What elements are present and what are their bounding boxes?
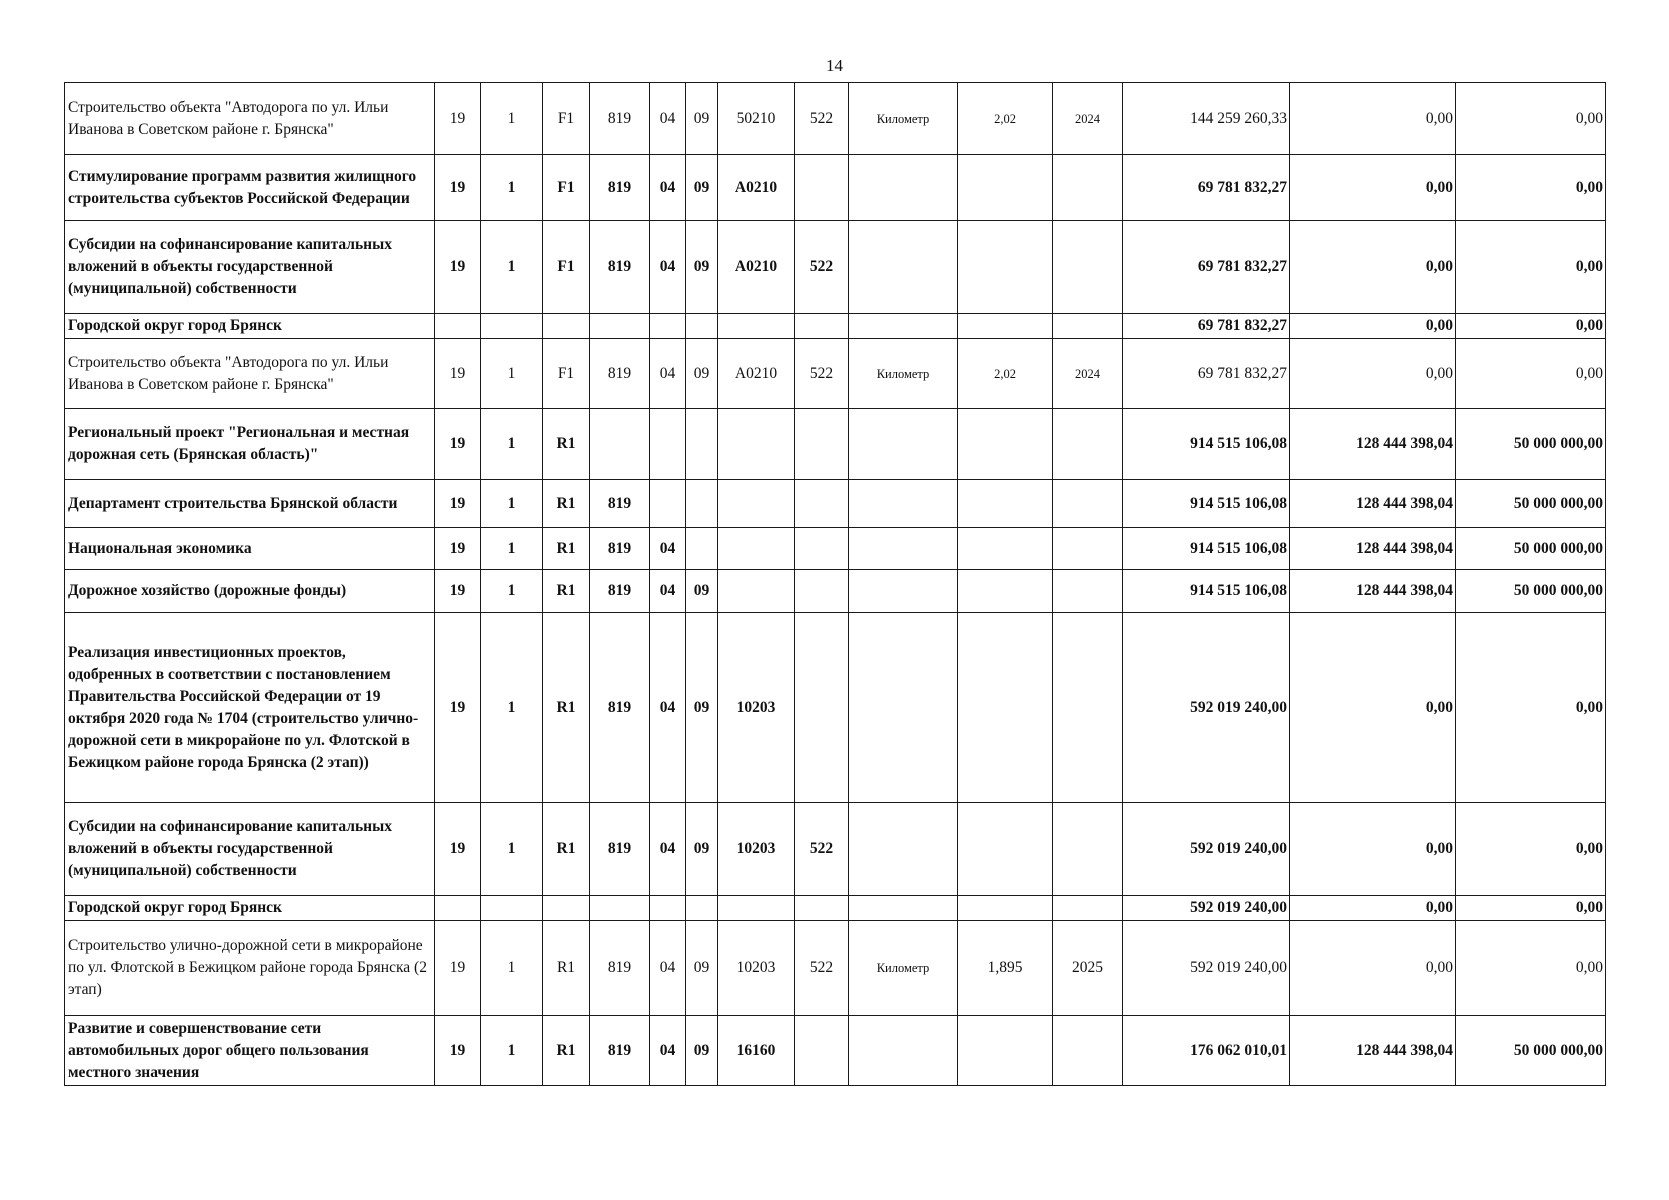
amount-year1-cell: 592 019 240,00 <box>1123 896 1290 921</box>
item-name-cell: Субсидии на софинансирование капитальных вложений в объекты государственной (муниципальной) собственности <box>65 803 435 896</box>
amount-year2-cell: 0,00 <box>1290 613 1456 803</box>
target-code-cell <box>718 409 795 480</box>
code-b-cell <box>481 314 543 339</box>
table-row <box>65 613 1606 803</box>
code-b-cell: 1 <box>481 409 543 480</box>
code-a-cell: 19 <box>435 83 481 155</box>
target-code-cell: А0210 <box>718 155 795 221</box>
code-b-cell: 1 <box>481 803 543 896</box>
code-c-cell: R1 <box>543 613 590 803</box>
target-code-cell: 16160 <box>718 1016 795 1086</box>
table-row <box>65 221 1606 314</box>
subsection-cell: 09 <box>686 155 718 221</box>
code-a-cell: 19 <box>435 528 481 570</box>
gov-code-cell <box>590 314 650 339</box>
capacity-cell <box>958 803 1053 896</box>
code-a-cell: 19 <box>435 480 481 528</box>
amount-year1-cell: 592 019 240,00 <box>1123 803 1290 896</box>
gov-code-cell: 819 <box>590 921 650 1016</box>
expense-type-cell <box>795 409 849 480</box>
year-cell: 2024 <box>1053 83 1123 155</box>
item-name-cell: Национальная экономика <box>65 528 435 570</box>
year-cell <box>1053 613 1123 803</box>
subsection-cell <box>686 314 718 339</box>
code-c-cell: F1 <box>543 155 590 221</box>
amount-year3-cell: 0,00 <box>1456 314 1606 339</box>
unit-cell: Километр <box>849 83 958 155</box>
expense-type-cell <box>795 896 849 921</box>
code-c-cell: R1 <box>543 921 590 1016</box>
code-a-cell: 19 <box>435 221 481 314</box>
unit-cell <box>849 896 958 921</box>
expense-type-cell <box>795 570 849 613</box>
expense-type-cell <box>795 314 849 339</box>
subsection-cell: 09 <box>686 83 718 155</box>
amount-year2-cell: 0,00 <box>1290 83 1456 155</box>
unit-cell <box>849 314 958 339</box>
item-name-cell: Стимулирование программ развития жилищного строительства субъектов Российской Федерации <box>65 155 435 221</box>
table-row <box>65 480 1606 528</box>
amount-year1-cell: 144 259 260,33 <box>1123 83 1290 155</box>
capacity-cell <box>958 155 1053 221</box>
year-cell <box>1053 221 1123 314</box>
section-cell: 04 <box>650 1016 686 1086</box>
target-code-cell: А0210 <box>718 221 795 314</box>
subsection-cell: 09 <box>686 803 718 896</box>
subsection-cell: 09 <box>686 221 718 314</box>
table-row <box>65 339 1606 409</box>
item-name-cell: Строительство объекта "Автодорога по ул. Ильи Иванова в Советском районе г. Брянска" <box>65 339 435 409</box>
code-a-cell: 19 <box>435 409 481 480</box>
item-name-cell: Региональный проект "Региональная и местная дорожная сеть (Брянская область)" <box>65 409 435 480</box>
gov-code-cell: 819 <box>590 528 650 570</box>
expense-type-cell <box>795 155 849 221</box>
amount-year2-cell: 0,00 <box>1290 896 1456 921</box>
amount-year1-cell: 69 781 832,27 <box>1123 339 1290 409</box>
code-b-cell: 1 <box>481 921 543 1016</box>
item-name-cell: Строительство улично-дорожной сети в микрорайоне по ул. Флотской в Бежицком районе города Брянска (2 этап) <box>65 921 435 1016</box>
capacity-cell <box>958 570 1053 613</box>
capacity-cell <box>958 613 1053 803</box>
amount-year3-cell: 0,00 <box>1456 83 1606 155</box>
item-name-cell: Реализация инвестиционных проектов, одобренных в соответствии с постановлением Правительства Российской Федерации от 19 октября 2020 года № 1704 (строительство улично-дорожной сети в микрорайоне по ул. Флотской в Бежицком районе города Брянска (2 этап)) <box>65 613 435 803</box>
unit-cell <box>849 570 958 613</box>
target-code-cell: 10203 <box>718 803 795 896</box>
code-c-cell: R1 <box>543 570 590 613</box>
budget-table <box>64 82 1606 1086</box>
amount-year1-cell: 69 781 832,27 <box>1123 155 1290 221</box>
capacity-cell <box>958 896 1053 921</box>
code-b-cell: 1 <box>481 613 543 803</box>
item-name-cell: Строительство объекта "Автодорога по ул. Ильи Иванова в Советском районе г. Брянска" <box>65 83 435 155</box>
code-a-cell: 19 <box>435 155 481 221</box>
gov-code-cell: 819 <box>590 155 650 221</box>
section-cell: 04 <box>650 570 686 613</box>
code-c-cell: R1 <box>543 528 590 570</box>
code-c-cell: F1 <box>543 339 590 409</box>
capacity-cell: 2,02 <box>958 339 1053 409</box>
amount-year1-cell: 176 062 010,01 <box>1123 1016 1290 1086</box>
expense-type-cell <box>795 613 849 803</box>
amount-year3-cell: 50 000 000,00 <box>1456 570 1606 613</box>
expense-type-cell: 522 <box>795 339 849 409</box>
table-body <box>65 83 1606 1086</box>
unit-cell <box>849 613 958 803</box>
table-row <box>65 83 1606 155</box>
expense-type-cell: 522 <box>795 803 849 896</box>
amount-year2-cell: 0,00 <box>1290 314 1456 339</box>
code-a-cell: 19 <box>435 921 481 1016</box>
unit-cell <box>849 803 958 896</box>
code-c-cell: R1 <box>543 409 590 480</box>
section-cell <box>650 896 686 921</box>
code-c-cell: F1 <box>543 221 590 314</box>
code-a-cell: 19 <box>435 613 481 803</box>
amount-year2-cell: 0,00 <box>1290 803 1456 896</box>
expense-type-cell: 522 <box>795 221 849 314</box>
table-row <box>65 570 1606 613</box>
gov-code-cell: 819 <box>590 480 650 528</box>
item-name-cell: Развитие и совершенствование сети автомобильных дорог общего пользования местного значения <box>65 1016 435 1086</box>
subsection-cell <box>686 896 718 921</box>
target-code-cell <box>718 480 795 528</box>
code-c-cell: R1 <box>543 480 590 528</box>
section-cell: 04 <box>650 221 686 314</box>
amount-year3-cell: 0,00 <box>1456 613 1606 803</box>
subsection-cell: 09 <box>686 339 718 409</box>
code-a-cell: 19 <box>435 339 481 409</box>
section-cell <box>650 314 686 339</box>
amount-year2-cell: 0,00 <box>1290 921 1456 1016</box>
year-cell <box>1053 409 1123 480</box>
item-name-cell: Департамент строительства Брянской области <box>65 480 435 528</box>
table-row <box>65 528 1606 570</box>
amount-year3-cell: 0,00 <box>1456 803 1606 896</box>
amount-year2-cell: 128 444 398,04 <box>1290 528 1456 570</box>
gov-code-cell: 819 <box>590 83 650 155</box>
year-cell <box>1053 570 1123 613</box>
amount-year2-cell: 128 444 398,04 <box>1290 570 1456 613</box>
code-b-cell: 1 <box>481 480 543 528</box>
section-cell: 04 <box>650 803 686 896</box>
code-b-cell <box>481 896 543 921</box>
amount-year1-cell: 914 515 106,08 <box>1123 528 1290 570</box>
code-c-cell <box>543 314 590 339</box>
year-cell: 2024 <box>1053 339 1123 409</box>
year-cell <box>1053 480 1123 528</box>
capacity-cell: 2,02 <box>958 83 1053 155</box>
gov-code-cell: 819 <box>590 570 650 613</box>
year-cell <box>1053 803 1123 896</box>
capacity-cell <box>958 480 1053 528</box>
subsection-cell: 09 <box>686 613 718 803</box>
target-code-cell <box>718 528 795 570</box>
code-c-cell: F1 <box>543 83 590 155</box>
expense-type-cell: 522 <box>795 83 849 155</box>
amount-year1-cell: 914 515 106,08 <box>1123 480 1290 528</box>
item-name-cell: Городской округ город Брянск <box>65 896 435 921</box>
subsection-cell <box>686 409 718 480</box>
capacity-cell <box>958 528 1053 570</box>
code-c-cell: R1 <box>543 803 590 896</box>
target-code-cell: 10203 <box>718 921 795 1016</box>
unit-cell <box>849 480 958 528</box>
amount-year1-cell: 914 515 106,08 <box>1123 570 1290 613</box>
expense-type-cell: 522 <box>795 921 849 1016</box>
gov-code-cell: 819 <box>590 221 650 314</box>
gov-code-cell: 819 <box>590 613 650 803</box>
amount-year1-cell: 914 515 106,08 <box>1123 409 1290 480</box>
item-name-cell: Городской округ город Брянск <box>65 314 435 339</box>
code-a-cell: 19 <box>435 1016 481 1086</box>
table-row <box>65 1016 1606 1086</box>
amount-year1-cell: 592 019 240,00 <box>1123 613 1290 803</box>
amount-year3-cell: 0,00 <box>1456 339 1606 409</box>
table-row <box>65 409 1606 480</box>
amount-year3-cell: 50 000 000,00 <box>1456 480 1606 528</box>
amount-year3-cell: 0,00 <box>1456 921 1606 1016</box>
target-code-cell <box>718 570 795 613</box>
amount-year1-cell: 69 781 832,27 <box>1123 314 1290 339</box>
table-row <box>65 155 1606 221</box>
section-cell <box>650 480 686 528</box>
code-b-cell: 1 <box>481 1016 543 1086</box>
amount-year3-cell: 0,00 <box>1456 155 1606 221</box>
expense-type-cell <box>795 528 849 570</box>
code-a-cell <box>435 314 481 339</box>
page-number: 14 <box>826 56 843 75</box>
amount-year2-cell: 0,00 <box>1290 155 1456 221</box>
table-row <box>65 921 1606 1016</box>
subsection-cell: 09 <box>686 570 718 613</box>
code-a-cell <box>435 896 481 921</box>
subsection-cell <box>686 480 718 528</box>
item-name-cell: Субсидии на софинансирование капитальных вложений в объекты государственной (муниципальной) собственности <box>65 221 435 314</box>
gov-code-cell: 819 <box>590 1016 650 1086</box>
amount-year1-cell: 592 019 240,00 <box>1123 921 1290 1016</box>
amount-year2-cell: 128 444 398,04 <box>1290 1016 1456 1086</box>
capacity-cell <box>958 221 1053 314</box>
amount-year3-cell: 50 000 000,00 <box>1456 528 1606 570</box>
unit-cell <box>849 221 958 314</box>
year-cell: 2025 <box>1053 921 1123 1016</box>
target-code-cell <box>718 896 795 921</box>
unit-cell <box>849 409 958 480</box>
table-row <box>65 803 1606 896</box>
code-c-cell <box>543 896 590 921</box>
unit-cell <box>849 155 958 221</box>
subsection-cell: 09 <box>686 1016 718 1086</box>
amount-year3-cell: 0,00 <box>1456 221 1606 314</box>
capacity-cell <box>958 409 1053 480</box>
section-cell: 04 <box>650 613 686 803</box>
code-c-cell: R1 <box>543 1016 590 1086</box>
target-code-cell: 10203 <box>718 613 795 803</box>
code-b-cell: 1 <box>481 155 543 221</box>
year-cell <box>1053 528 1123 570</box>
expense-type-cell <box>795 480 849 528</box>
amount-year1-cell: 69 781 832,27 <box>1123 221 1290 314</box>
year-cell <box>1053 155 1123 221</box>
unit-cell <box>849 528 958 570</box>
target-code-cell: А0210 <box>718 339 795 409</box>
code-b-cell: 1 <box>481 221 543 314</box>
amount-year3-cell: 50 000 000,00 <box>1456 1016 1606 1086</box>
subsection-cell <box>686 528 718 570</box>
section-cell: 04 <box>650 155 686 221</box>
item-name-cell: Дорожное хозяйство (дорожные фонды) <box>65 570 435 613</box>
amount-year2-cell: 128 444 398,04 <box>1290 480 1456 528</box>
target-code-cell <box>718 314 795 339</box>
section-cell <box>650 409 686 480</box>
capacity-cell: 1,895 <box>958 921 1053 1016</box>
code-b-cell: 1 <box>481 339 543 409</box>
section-cell: 04 <box>650 339 686 409</box>
capacity-cell <box>958 1016 1053 1086</box>
amount-year3-cell: 50 000 000,00 <box>1456 409 1606 480</box>
unit-cell <box>849 1016 958 1086</box>
amount-year2-cell: 128 444 398,04 <box>1290 409 1456 480</box>
capacity-cell <box>958 314 1053 339</box>
table-row <box>65 896 1606 921</box>
amount-year2-cell: 0,00 <box>1290 221 1456 314</box>
unit-cell: Километр <box>849 339 958 409</box>
section-cell: 04 <box>650 528 686 570</box>
gov-code-cell: 819 <box>590 339 650 409</box>
target-code-cell: 50210 <box>718 83 795 155</box>
year-cell <box>1053 314 1123 339</box>
gov-code-cell <box>590 409 650 480</box>
code-b-cell: 1 <box>481 83 543 155</box>
section-cell: 04 <box>650 921 686 1016</box>
amount-year2-cell: 0,00 <box>1290 339 1456 409</box>
year-cell <box>1053 896 1123 921</box>
gov-code-cell: 819 <box>590 803 650 896</box>
subsection-cell: 09 <box>686 921 718 1016</box>
gov-code-cell <box>590 896 650 921</box>
code-a-cell: 19 <box>435 803 481 896</box>
section-cell: 04 <box>650 83 686 155</box>
year-cell <box>1053 1016 1123 1086</box>
expense-type-cell <box>795 1016 849 1086</box>
code-b-cell: 1 <box>481 570 543 613</box>
code-a-cell: 19 <box>435 570 481 613</box>
code-b-cell: 1 <box>481 528 543 570</box>
table-row <box>65 314 1606 339</box>
amount-year3-cell: 0,00 <box>1456 896 1606 921</box>
unit-cell: Километр <box>849 921 958 1016</box>
